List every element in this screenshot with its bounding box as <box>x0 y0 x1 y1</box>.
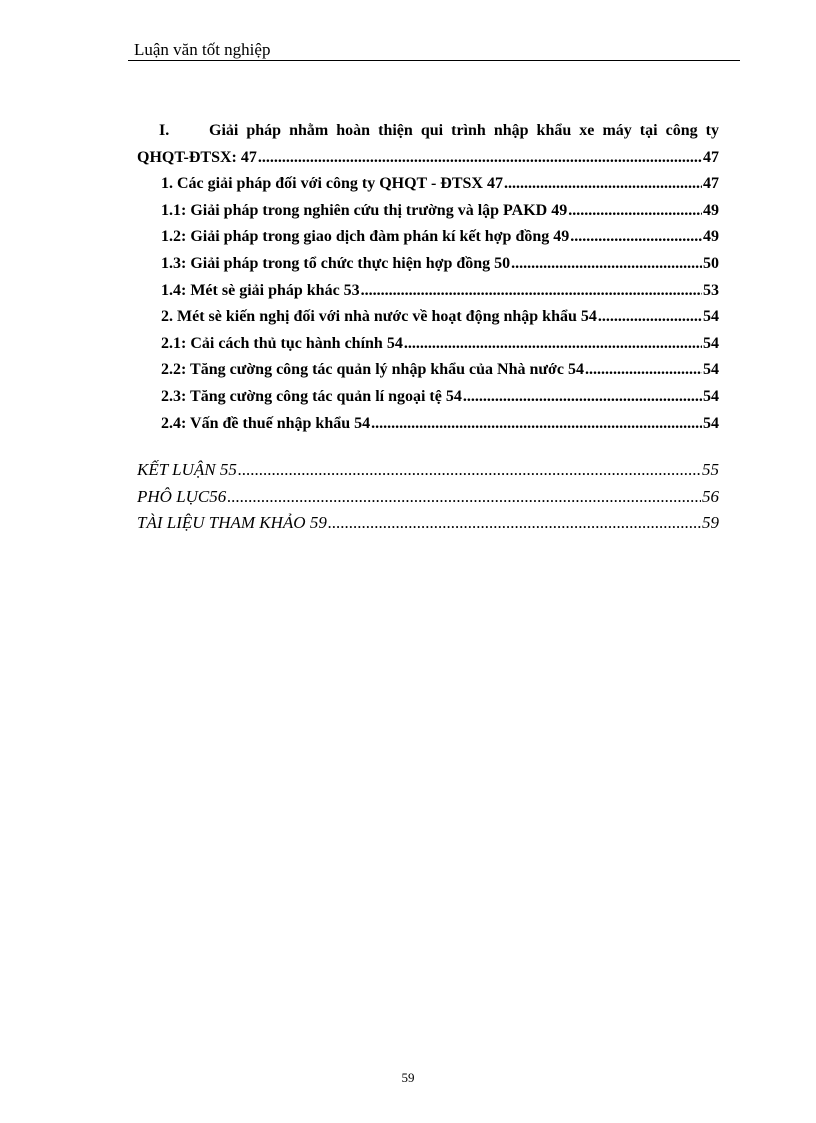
toc-section-heading <box>137 118 719 145</box>
toc-entry-text: 2.4: Vấn đề thuế nhập khẩu 54 <box>161 414 371 432</box>
toc-dot-leader <box>404 331 702 358</box>
toc-entry[interactable] <box>137 251 719 278</box>
section-number: I. <box>159 122 170 139</box>
toc-entry-page: 59 <box>702 513 719 533</box>
toc-entry-text: TÀI LIỆU THAM KHẢO 59 <box>137 513 327 533</box>
toc-entry[interactable] <box>137 198 719 225</box>
toc-entry-text: 2. Mét sè kiến nghị đối với nhà nước về hoạt động nhập khẩu 54 <box>161 308 597 326</box>
toc-dot-leader <box>361 278 702 305</box>
toc-entry-conclusion[interactable] <box>137 457 719 484</box>
toc-entry[interactable] <box>137 331 719 358</box>
toc-entry-page: 53 <box>703 281 719 299</box>
toc-entry-page: 54 <box>703 308 719 326</box>
toc-entry-page: 49 <box>703 228 719 246</box>
toc-dot-leader <box>504 171 702 198</box>
toc-entry-text: 1. Các giải pháp đối với công ty QHQT - ĐTSX 47 <box>161 175 503 193</box>
table-of-contents <box>137 118 719 537</box>
toc-entry[interactable] <box>137 278 719 305</box>
toc-entry-text: 2.3: Tăng cường công tác quản lí ngoại tệ 54 <box>161 387 462 405</box>
toc-entry-appendix[interactable] <box>137 484 719 511</box>
toc-dot-leader <box>570 224 702 251</box>
toc-entry[interactable] <box>137 304 719 331</box>
toc-entry-page: 49 <box>703 201 719 219</box>
toc-entry-page: 54 <box>703 387 719 405</box>
toc-entry[interactable] <box>137 357 719 384</box>
toc-entry-page: 47 <box>703 148 719 166</box>
header-title: Luận văn tốt nghiệp <box>134 40 271 59</box>
page-header <box>128 38 740 61</box>
toc-entry-text: 1.3: Giải pháp trong tổ chức thực hiện hợp đồng 50 <box>161 254 511 272</box>
toc-entry-page: 54 <box>703 361 719 379</box>
toc-entry-page: 54 <box>703 414 719 432</box>
toc-entry-text: QHQT-ĐTSX: 47 <box>137 148 257 166</box>
toc-entry-text: KẾT LUẬN 55 <box>137 460 237 480</box>
section-heading-text: Giải pháp nhằm hoàn thiện qui trình nhập khẩu xe máy tại công ty <box>209 122 719 139</box>
toc-dot-leader <box>568 198 702 225</box>
toc-entry-text: PHÔ LỤC56 <box>137 486 227 506</box>
toc-entry[interactable] <box>137 411 719 438</box>
toc-entry-references[interactable] <box>137 510 719 537</box>
toc-entry-page: 50 <box>703 254 719 272</box>
toc-entry[interactable] <box>137 224 719 251</box>
toc-entry-page: 55 <box>702 460 719 480</box>
toc-entry-text: 2.2: Tăng cường công tác quản lý nhập khẩu của Nhà nước 54 <box>161 361 584 379</box>
toc-entry[interactable] <box>137 384 719 411</box>
toc-spacer <box>137 437 719 457</box>
toc-dot-leader <box>238 457 701 484</box>
toc-entry-page: 54 <box>703 334 719 352</box>
toc-entry-section-continuation[interactable] <box>137 145 719 172</box>
toc-dot-leader <box>598 304 702 331</box>
toc-entry-text: 1.4: Mét sè giải pháp khác 53 <box>161 281 360 299</box>
toc-entry-page: 47 <box>703 175 719 193</box>
toc-dot-leader <box>371 411 702 438</box>
toc-dot-leader <box>585 357 702 384</box>
toc-entry[interactable] <box>137 171 719 198</box>
toc-entry-text: 1.2: Giải pháp trong giao dịch đàm phán kí kết hợp đồng 49 <box>161 228 570 246</box>
toc-dot-leader <box>328 510 701 537</box>
page-number: 59 <box>401 1070 415 1085</box>
toc-entry-page: 56 <box>702 486 719 506</box>
toc-dot-leader <box>511 251 702 278</box>
toc-dot-leader <box>227 484 701 511</box>
toc-entry-text: 2.1: Cải cách thủ tục hành chính 54 <box>161 334 403 352</box>
toc-entry-text: 1.1: Giải pháp trong nghiên cứu thị trường và lập PAKD 49 <box>161 201 568 219</box>
toc-dot-leader <box>463 384 702 411</box>
toc-dot-leader <box>258 145 702 172</box>
